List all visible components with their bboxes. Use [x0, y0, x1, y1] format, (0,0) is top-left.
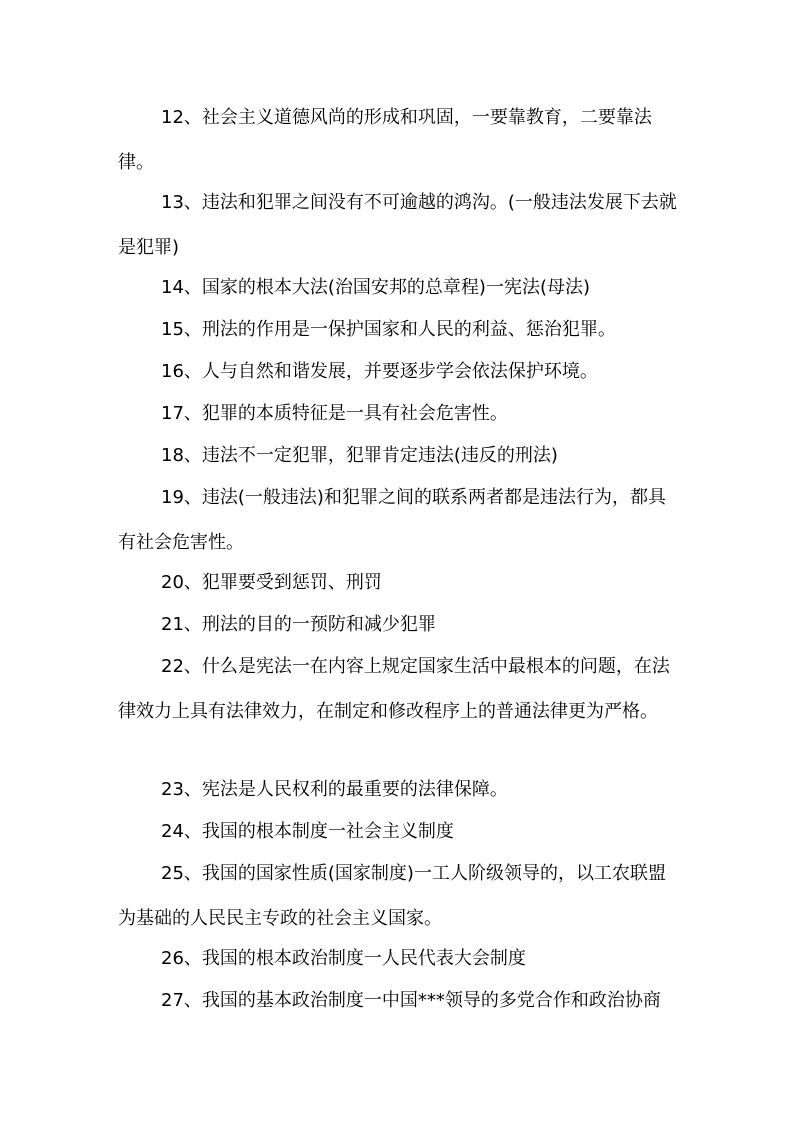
paragraph-23: 23、宪法是人民权利的最重要的法律保障。 — [161, 779, 508, 800]
paragraph-12: 12、社会主义道德风尚的形成和巩固，一要靠教育，二要靠法律。 — [118, 107, 652, 173]
paragraph-15: 15、刑法的作用是一保护国家和人民的利益、惩治犯罪。 — [161, 319, 616, 340]
paragraph-27: 27、我国的基本政治制度一中国***领导的多党合作和政治协商 — [161, 990, 661, 1011]
paragraph-22: 22、什么是宪法一在内容上规定国家生活中最根本的问题，在法律效力上具有法律效力，在制定和修改程序上的普通法律更为严格。 — [118, 656, 670, 722]
paragraph-26: 26、我国的根本政治制度一人民代表大会制度 — [161, 948, 526, 969]
paragraph-24: 24、我国的根本制度一社会主义制度 — [161, 821, 454, 842]
paragraph-18: 18、违法不一定犯罪，犯罪肯定违法(违反的刑法) — [161, 445, 558, 466]
paragraph-19: 19、违法(一般违法)和犯罪之间的联系两者都是违法行为，都具有社会危害性。 — [118, 487, 666, 553]
paragraph-21: 21、刑法的目的一预防和减少犯罪 — [161, 614, 436, 635]
paragraph-14: 14、国家的根本大法(治国安邦的总章程)一宪法(母法) — [161, 277, 590, 298]
paragraph-16: 16、人与自然和谐发展，并要逐步学会依法保护环境。 — [161, 361, 598, 382]
paragraph-17: 17、犯罪的本质特征是一具有社会危害性。 — [161, 403, 508, 424]
paragraph-13: 13、违法和犯罪之间没有不可逾越的鸿沟。(一般违法发展下去就是犯罪) — [118, 192, 677, 258]
paragraph-20: 20、犯罪要受到惩罚、刑罚 — [161, 572, 382, 593]
paragraph-25: 25、我国的国家性质(国家制度)一工人阶级领导的，以工农联盟为基础的人民民主专政的社会主义国家。 — [118, 863, 666, 929]
